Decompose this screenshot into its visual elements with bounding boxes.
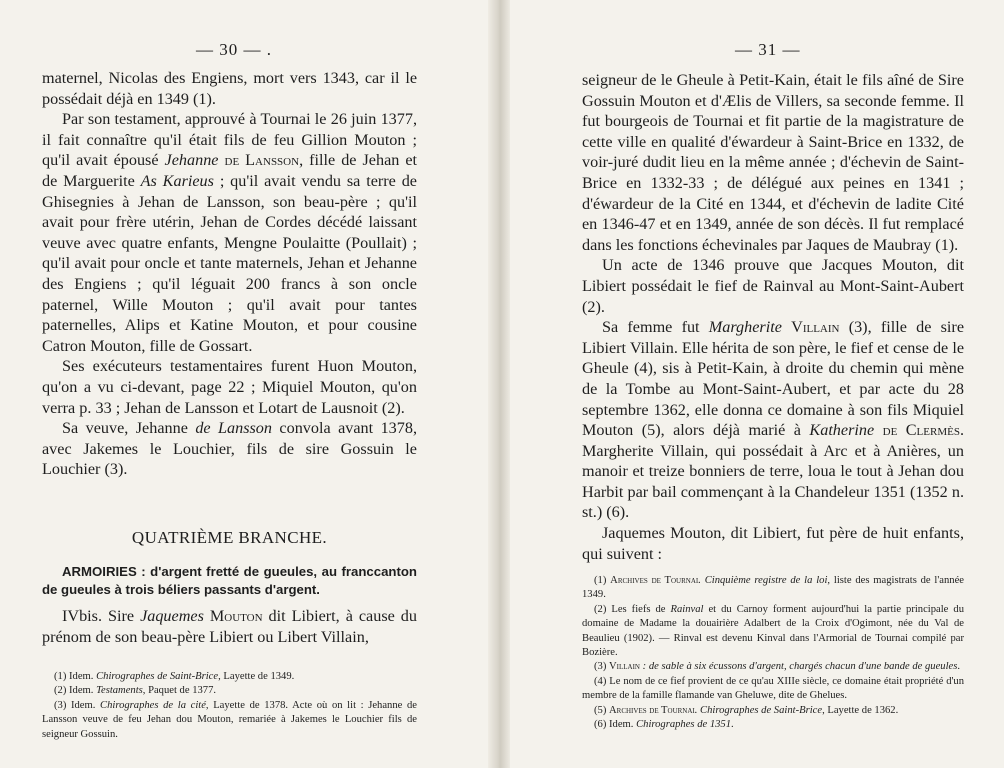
footnotes-right <box>582 574 964 732</box>
paragraph: ARMOIRIES : d'argent fretté de gueules, au franccanton de gueules à trois béliers passants d'argent. <box>42 564 417 597</box>
paragraph <box>582 317 964 523</box>
footnote-smallcaps: Archives de Tournai <box>609 704 695 716</box>
smallcaps-run: Villain <box>791 318 840 337</box>
footnote-lead: (2) Idem. <box>54 685 97 697</box>
text-run: IVbis. Sire <box>62 607 135 625</box>
right-page <box>510 0 1004 768</box>
left-body-text <box>42 68 417 480</box>
footnote-italic: : de sable à six écussons d'argent, chargés chacun d'une bande de gueules <box>640 661 958 673</box>
footnote-italic: . Cinquième registre de la loi <box>698 575 828 586</box>
footnotes-left <box>42 670 417 742</box>
footnote-rest: , Paquet de 1377. <box>142 685 217 697</box>
footnote-italic: Chirographes de Saint-Brice <box>96 671 219 682</box>
left-page <box>0 0 488 768</box>
page-number-left: — 30 — . <box>196 40 272 59</box>
paragraph: Jaquemes Mouton, dit Libiert, fut père de huit enfants, qui suivent : <box>582 524 964 563</box>
footnote-rest: , Layette de 1349. <box>218 671 295 682</box>
smallcaps-run: de Lansson <box>224 151 300 170</box>
text-run: convola avant 1378, avec Jakemes le Louchier, fils de sire Gossuin le Louchier (3). <box>42 419 417 479</box>
text-run: Sa veuve, Jehanne <box>62 419 188 438</box>
text-run: , fille de Jehan et de Marguerite <box>42 151 418 190</box>
footnote <box>42 699 417 742</box>
section-title: QUATRIÈME BRANCHE. <box>131 528 328 547</box>
smallcaps-run: Mouton <box>209 607 263 625</box>
paragraph <box>42 109 417 356</box>
footnote-lead: (3) Idem. <box>54 699 101 711</box>
italic-run: Jehanne <box>164 151 219 170</box>
footnote <box>582 718 964 732</box>
footnote <box>582 574 964 603</box>
ivbis-paragraph <box>42 606 417 647</box>
page-number-right: — 31 — <box>735 40 801 59</box>
footnote <box>42 670 417 684</box>
footnote <box>42 684 417 698</box>
footnote <box>582 704 964 718</box>
footnote-rest: et du Carnoy forment aujourd'hui la partie principale du domaine de Madame la douairière Adalbert de la Croix d'Ogimont, née du Val de Beaulieu (1902). — Rinval est devenu Kinval dans l'Armorial de Tournai compilé par Bozière. <box>582 603 964 659</box>
footnote-italic: Chirographes de la cité <box>100 699 206 711</box>
footnote-rest: , Layette de 1362. <box>822 704 899 716</box>
footnote-lead: (2) Les fiefs de <box>594 603 671 615</box>
footnote-lead: (6) Idem. <box>594 719 637 731</box>
paragraph: Ses exécuteurs testamentaires furent Huon Mouton, qu'on a vu ci-devant, page 22 ; Miquiel Mouton, qu'on verra p. 33 ; Jehan de Lansson et Lotart de Lausnoit (2). <box>42 357 417 417</box>
footnote-lead: (4) Le nom de ce fief provient de ce qu'au XIIIe siècle, ce domaine était propriété d'un membre de la famille flamande van Gheluwe, dite de Ghelues. <box>582 675 964 702</box>
footnote-smallcaps: Archives de Tournai <box>610 575 699 586</box>
footnote-rest: , liste des magistrats de l'année 1349. <box>582 575 964 601</box>
armoiries-text <box>42 563 417 599</box>
footnote-italic: Testaments <box>96 685 143 697</box>
smallcaps-run: de Clermès <box>882 421 960 440</box>
footnote <box>582 675 964 704</box>
footnote-rest: . <box>731 719 734 731</box>
italic-run: Jaquemes <box>140 607 204 625</box>
footnote-smallcaps: Villain <box>609 661 640 673</box>
paragraph <box>42 418 417 480</box>
footnote-italic: Rainval <box>670 603 704 615</box>
footnote-lead: (3) <box>594 661 610 673</box>
footnote-rest: , Layette de 1378. Acte où on lit : Jehanne de Lansson veuve de feu Jehan dou Mouton, remariée à Jakemes le Louchier fils de seigneur Gossuin. <box>42 699 417 740</box>
footnote-italic: Chirographes de 1351 <box>636 719 732 731</box>
footnote-italic: . Chirographes de Saint-Brice <box>694 704 823 716</box>
italic-run: Katherine <box>809 421 875 440</box>
footnote-lead: (1) Idem. <box>54 671 97 682</box>
right-body-text <box>582 70 964 564</box>
text-run: (3), fille de sire Libiert Villain. Elle hérita de son père, le fief et cense de le Gheule (4), sis à Petit-Kain, à droite du chemin qui mène de la Tombe au Mont-Saint-Aubert, et par acte du 28 septembre 1362, elle donna ce domaine à son fils Miquiel Mouton (5), alors déjà marié à <box>582 318 964 440</box>
text-run: dit Libiert, à cause du prénom de son beau-père Libiert ou Libert Villain, <box>42 607 417 646</box>
book-gutter <box>488 0 510 768</box>
paragraph: seigneur de le Gheule à Petit-Kain, était le fils aîné de Sire Gossuin Mouton et d'Ælis de Villers, sa seconde femme. Il fut bourgeois de Tournai et fit partie de la magistrature de cette ville en qualité d'éwardeur à Saint-Brice en 1332, de voir-juré dudit lieu en la même année ; d'échevin de Saint-Brice en 1332-33 ; de délégué aux peines en 1341 ; d'éwardeur de la Cité en 1344, et d'échevin de ladite Cité en 1346-47 et en 1349, année de son décès. Il fut remplacé dans les fonctions échevinales par Jaques de Maubray (1). <box>582 71 964 254</box>
text-run: Par son testament, approuvé à Tournai le 26 juin 1377, il fait connaître qu'il était fils de feu Gillion Mouton ; qu'il avait épousé <box>42 110 417 170</box>
italic-run: As Karieus <box>140 171 214 190</box>
text-run: ; qu'il avait vendu sa terre de Ghisegnies à Jehan de Lansson, son beau-père ; qu'il avait pour frère utérin, Jehan de Cordes décédé laissant veuve avec quatre enfants, Mengne Poulaitte (Poullait) ; qu'il avait pour oncle et tante maternels, Jehan et Jehanne des Engiens ; qu'il léguait 200 francs à son oncle paternel, Wille Mouton ; qu'il avait pour tantes paternelles, Alips et Katine Mouton, et pour cousine Catron Mouton, fille de Gossart. <box>42 171 417 355</box>
text-run: . Margherite Villain, qui possédait à Arc et à Anières, un manoir et treize bonniers de terre, loua le tout à Jehan dou Harbit par bail commençant à la Chandeleur 1351 (1352 n. st.) (6). <box>582 421 965 522</box>
paragraph: Un acte de 1346 prouve que Jacques Mouton, dit Libiert possédait le fief de Rainval au Mont-Saint-Aubert (2). <box>582 256 964 316</box>
paragraph: maternel, Nicolas des Engiens, mort vers 1343, car il le possédait déjà en 1349 (1). <box>42 69 417 108</box>
footnote-lead: (1) <box>594 575 611 586</box>
italic-run: Margherite <box>708 318 782 337</box>
footnote-lead: (5) <box>594 704 610 716</box>
footnote <box>582 603 964 661</box>
text-run: Sa femme fut <box>602 318 700 337</box>
footnote-rest: . <box>957 661 961 673</box>
paragraph <box>42 606 417 647</box>
italic-run: de Lansson <box>195 419 272 438</box>
footnote <box>582 660 964 674</box>
